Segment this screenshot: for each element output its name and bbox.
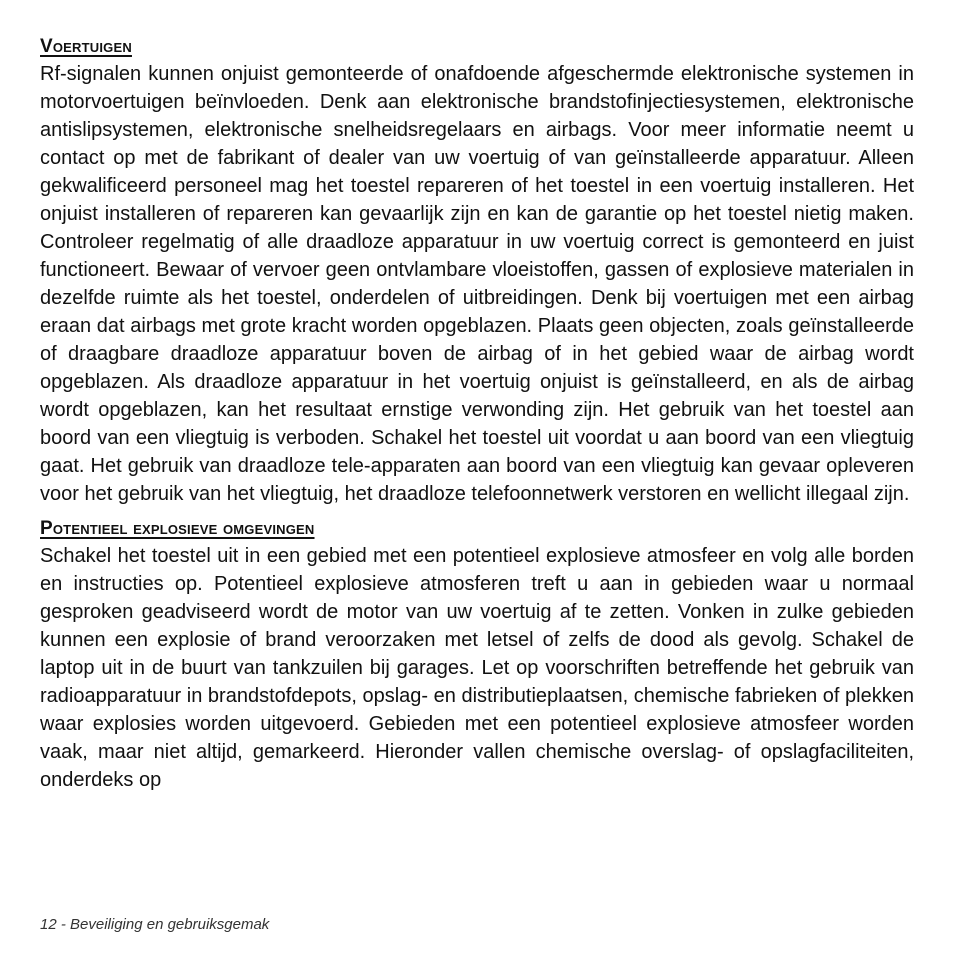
document-page (40, 36, 914, 794)
page-footer: 12 - Beveiliging en gebruiksgemak (40, 916, 270, 933)
section-paragraph-voertuigen: Rf-signalen kunnen onjuist gemonteerde of onafdoende afgeschermde elektronische systemen in motorvoertuigen beïnvloeden. Denk aan elektronische brandstofinjectiesystemen, elektronische antislipsystemen, elektronische snelheidsregelaars en airbags. Voor meer informatie neemt u contact op met de fabrikant of dealer van uw voertuig of van geïnstalleerde apparatuur. Alleen gekwalificeerd personeel mag het toestel repareren of het toestel in een voertuig installeren. Het onjuist installeren of repareren kan gevaarlijk zijn en kan de garantie op het toestel nietig maken. Controleer regelmatig of alle draadloze apparatuur in uw voertuig correct is gemonteerd en juist functioneert. Bewaar of vervoer geen ontvlambare vloeistoffen, gassen of explosieve materialen in dezelfde ruimte als het toestel, onderdelen of uitbreidingen. Denk bij voertuigen met een airbag eraan dat airbags met grote kracht worden opgeblazen. Plaats geen objecten, zoals geïnstalleerde of draagbare draadloze apparatuur boven de airbag of in het gebied waar de airbag wordt opgeblazen. Als draadloze apparatuur in het voertuig onjuist is geïnstalleerd, en als de airbag wordt opgeblazen, kan het resultaat ernstige verwonding zijn. Het gebruik van het toestel aan boord van een vliegtuig is verboden. Schakel het toestel uit voordat u aan boord van een vliegtuig gaat. Het gebruik van draadloze tele-apparaten aan boord van een vliegtuig kan gevaar opleveren voor het gebruik van het vliegtuig, het draadloze telefoonnetwerk verstoren en wellicht illegaal zijn. (40, 63, 914, 505)
section-heading-explosieve-omgevingen: Potentieel explosieve omgevingen (40, 518, 315, 539)
section-paragraph-explosieve-omgevingen: Schakel het toestel uit in een gebied met een potentieel explosieve atmosfeer en volg alle borden en instructies op. Potentieel explosieve atmosferen treft u aan in gebieden waar u normaal gesproken geadviseerd wordt de motor van uw voertuig af te zetten. Vonken in zulke gebieden kunnen een explosie of brand veroorzaken met letsel of zelfs de dood als gevolg. Schakel de laptop uit in de buurt van tankzuilen bij garages. Let op voorschriften betreffende het gebruik van radioapparatuur in brandstofdepots, opslag- en distributieplaatsen, chemische fabrieken of plekken waar explosies worden uitgevoerd. Gebieden met een potentieel explosieve atmosfeer worden vaak, maar niet altijd, gemarkeerd. Hieronder vallen chemische overslag- of opslagfaciliteiten, onderdeks op (40, 545, 914, 791)
section-heading-voertuigen: Voertuigen (40, 36, 132, 57)
